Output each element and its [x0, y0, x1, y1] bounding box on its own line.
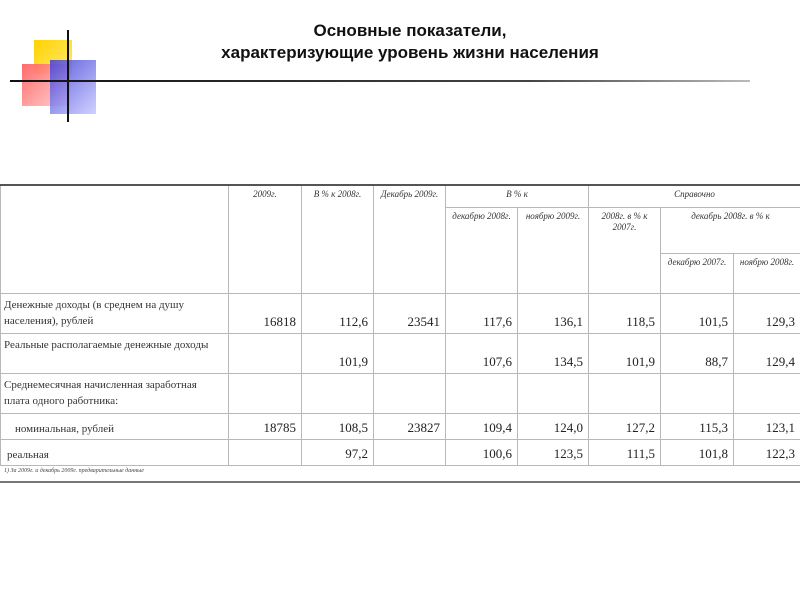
cell-value: 129,3: [734, 293, 800, 333]
cell-value: 100,6: [446, 439, 518, 465]
logo-vertical-line: [67, 30, 69, 122]
cell-value: 127,2: [589, 413, 661, 439]
cell-empty: [302, 373, 374, 413]
cell-empty: [734, 373, 800, 413]
cell-value: 117,6: [446, 293, 518, 333]
cell-empty: [518, 373, 589, 413]
cell-value: 101,9: [302, 333, 374, 373]
decorative-logo: [0, 0, 110, 130]
table-bottom-line: [0, 481, 800, 483]
cell-value: 101,8: [661, 439, 734, 465]
table-row: [1, 373, 800, 413]
table-row: [1, 333, 800, 373]
header-2009: 2009г.: [229, 185, 302, 293]
page-title: [150, 20, 670, 64]
cell-empty: [229, 373, 302, 413]
cell-value: 109,4: [446, 413, 518, 439]
cell-value: [374, 439, 446, 465]
cell-value: [374, 333, 446, 373]
cell-value: 122,3: [734, 439, 800, 465]
row-label: Денежные доходы (в среднем на душу населения), рублей: [1, 293, 229, 333]
cell-value: 18785: [229, 413, 302, 439]
cell-value: 134,5: [518, 333, 589, 373]
indicators-table: [0, 184, 800, 466]
cell-value: 101,9: [589, 333, 661, 373]
cell-empty: [661, 373, 734, 413]
cell-value: [229, 333, 302, 373]
header-empty-cell: [1, 185, 229, 293]
cell-value: 123,1: [734, 413, 800, 439]
table-row: [1, 439, 800, 465]
cell-value: 129,4: [734, 333, 800, 373]
header-reference: Справочно: [589, 185, 800, 207]
header-dec-2007: декабрю 2007г.: [661, 253, 734, 293]
cell-value: 97,2: [302, 439, 374, 465]
row-label: Среднемесячная начисленная заработная плата одного работника:: [1, 373, 229, 413]
cell-value: [229, 439, 302, 465]
row-label: реальная: [1, 439, 229, 465]
cell-value: 123,5: [518, 439, 589, 465]
cell-value: 115,3: [661, 413, 734, 439]
cell-value: 23541: [374, 293, 446, 333]
cell-value: 111,5: [589, 439, 661, 465]
header-pct-2008: В % к 2008г.: [302, 185, 374, 293]
row-label: номинальная, рублей: [1, 413, 229, 439]
cell-value: 136,1: [518, 293, 589, 333]
cell-empty: [374, 373, 446, 413]
header-2008-pct-2007: 2008г. в % к 2007г.: [589, 207, 661, 293]
header-dec-2008: декабрю 2008г.: [446, 207, 518, 293]
logo-blue-square: [50, 60, 96, 114]
header-pct-group: В % к: [446, 185, 589, 207]
table-row: [1, 413, 800, 439]
cell-empty: [589, 373, 661, 413]
header-dec-2009: Декабрь 2009г.: [374, 185, 446, 293]
footnote: 1) За 2009г. и декабрь 2009г. предварительные данные: [4, 468, 144, 474]
cell-value: 124,0: [518, 413, 589, 439]
cell-value: 108,5: [302, 413, 374, 439]
title-line-2: характеризующие уровень жизни населения: [221, 43, 599, 62]
title-line-1: Основные показатели,: [313, 21, 507, 40]
title-divider-line: [10, 80, 750, 82]
table-row: [1, 293, 800, 333]
cell-value: 112,6: [302, 293, 374, 333]
cell-value: 118,5: [589, 293, 661, 333]
cell-value: 23827: [374, 413, 446, 439]
cell-value: 101,5: [661, 293, 734, 333]
cell-value: 88,7: [661, 333, 734, 373]
cell-value: 16818: [229, 293, 302, 333]
cell-value: 107,6: [446, 333, 518, 373]
header-dec2008-pct: декабрь 2008г. в % к: [661, 207, 800, 253]
cell-empty: [446, 373, 518, 413]
row-label: Реальные располагаемые денежные доходы: [1, 333, 229, 373]
header-nov-2008: ноябрю 2008г.: [734, 253, 800, 293]
header-nov-2009: ноябрю 2009г.: [518, 207, 589, 293]
